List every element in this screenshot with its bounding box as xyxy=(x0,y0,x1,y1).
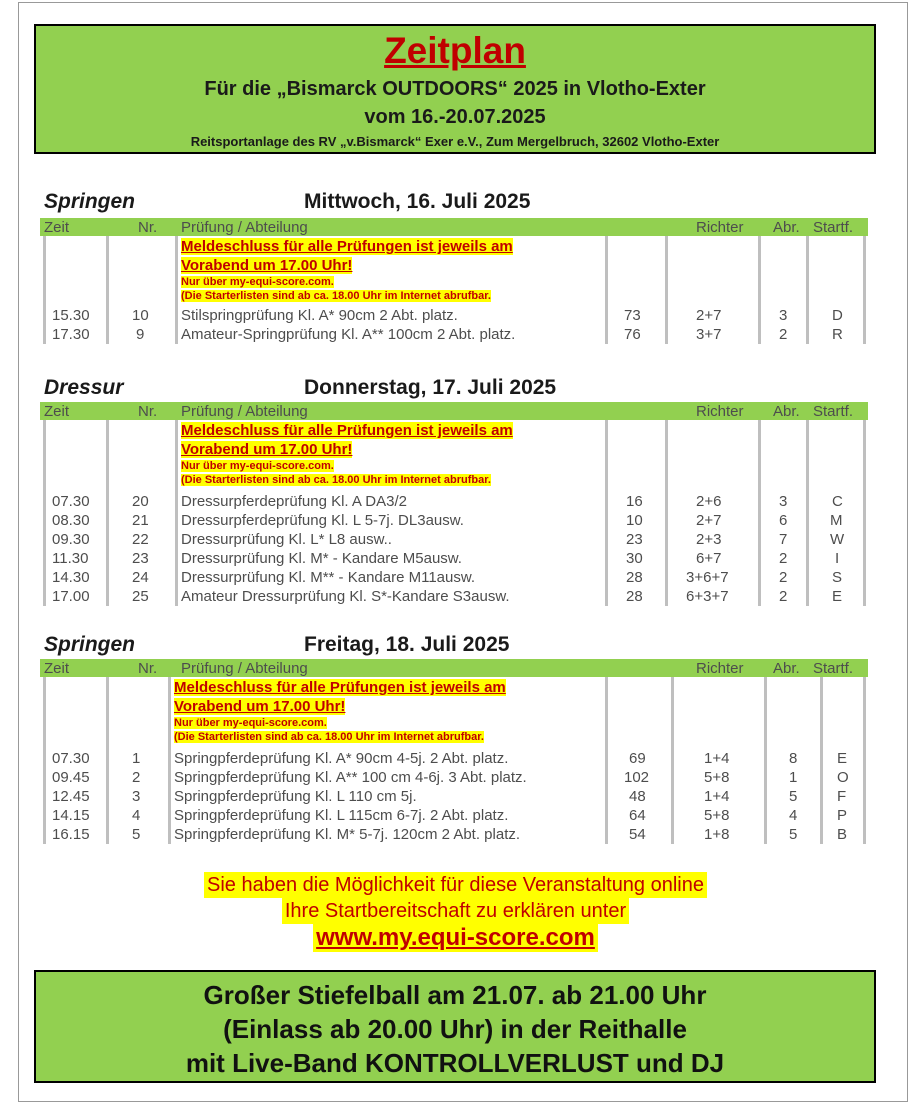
equi-score-link[interactable]: www.my.equi-score.com xyxy=(313,924,598,952)
column-header-row xyxy=(40,218,868,236)
cell-richter: 2+7 xyxy=(696,307,722,324)
cell-zeit: 17.00 xyxy=(52,588,90,605)
cell-abr: 6 xyxy=(779,512,788,529)
col-richter: Richter xyxy=(696,660,744,677)
footer-line: mit Live-Band KONTROLLVERLUST und DJ xyxy=(185,1048,725,1078)
cell-count: 76 xyxy=(624,326,641,343)
col-zeit: Zeit xyxy=(44,660,70,677)
section-springen-mittwoch xyxy=(40,190,868,350)
section-title: Springen xyxy=(44,633,136,656)
cell-richter: 2+3 xyxy=(696,531,722,548)
cell-zeit: 17.30 xyxy=(52,326,90,343)
cell-startf: P xyxy=(837,807,848,824)
cell-zeit: 07.30 xyxy=(52,750,90,767)
cell-startf: E xyxy=(832,588,843,605)
col-richter: Richter xyxy=(696,219,744,236)
table-row xyxy=(40,492,868,511)
cell-abr: 5 xyxy=(789,826,798,843)
cell-startf: M xyxy=(830,512,843,529)
cell-nr: 22 xyxy=(132,531,149,548)
cell-zeit: 16.15 xyxy=(52,826,90,843)
deadline-notice: Meldeschluss für alle Prüfungen ist jeweils am xyxy=(181,238,513,255)
cell-richter: 2+6 xyxy=(696,493,722,510)
deadline-note: Nur über my-equi-score.com. xyxy=(181,460,334,472)
cell-count: 48 xyxy=(629,788,646,805)
deadline-note: (Die Starterlisten sind ab ca. 18.00 Uhr im Internet abrufbar. xyxy=(181,290,491,302)
cell-startf: W xyxy=(830,531,845,548)
cell-pruefung: Dressurprüfung Kl. M** - Kandare M11ausw. xyxy=(181,569,476,586)
cell-startf: E xyxy=(837,750,848,767)
cell-nr: 20 xyxy=(132,493,149,510)
cell-abr: 3 xyxy=(779,493,788,510)
cell-count: 73 xyxy=(624,307,641,324)
cell-count: 54 xyxy=(629,826,646,843)
cell-zeit: 07.30 xyxy=(52,493,90,510)
cell-zeit: 11.30 xyxy=(52,550,89,567)
deadline-note: (Die Starterlisten sind ab ca. 18.00 Uhr im Internet abrufbar. xyxy=(181,474,491,486)
event-address: Reitsportanlage des RV „v.Bismarck“ Exer e.V., Zum Mergelbruch, 32602 Vlotho-Exter xyxy=(190,134,720,149)
col-zeit: Zeit xyxy=(44,403,70,420)
cell-richter: 6+3+7 xyxy=(686,588,729,605)
cell-pruefung: Springpferdeprüfung Kl. A** 100 cm 4-6j. 3 Abt. platz. xyxy=(174,769,527,786)
deadline-notice: Vorabend um 17.00 Uhr! xyxy=(181,441,353,458)
cell-startf: R xyxy=(832,326,843,343)
table-row xyxy=(40,749,868,768)
cell-pruefung: Springpferdeprüfung Kl. L 115cm 6-7j. 2 Abt. platz. xyxy=(174,807,509,824)
col-startf: Startf. xyxy=(813,660,854,677)
cell-nr: 4 xyxy=(132,807,141,824)
cell-abr: 2 xyxy=(779,326,788,343)
cell-count: 16 xyxy=(626,493,643,510)
deadline-note: Nur über my-equi-score.com. xyxy=(181,276,334,288)
cell-richter: 1+4 xyxy=(704,788,730,805)
online-text-line: Sie haben die Möglichkeit für diese Veranstaltung online xyxy=(204,872,707,898)
deadline-notice: Meldeschluss für alle Prüfungen ist jeweils am xyxy=(174,679,506,696)
cell-startf: F xyxy=(837,788,847,805)
section-date: Freitag, 18. Juli 2025 xyxy=(304,633,510,656)
col-richter: Richter xyxy=(696,403,744,420)
cell-abr: 2 xyxy=(779,569,788,586)
cell-richter: 5+8 xyxy=(704,769,730,786)
col-pruefung: Prüfung / Abteilung xyxy=(181,403,308,420)
table-row xyxy=(40,806,868,825)
page-title: Zeitplan xyxy=(384,30,526,71)
cell-zeit: 14.15 xyxy=(52,807,90,824)
table-body xyxy=(40,420,868,606)
cell-zeit: 08.30 xyxy=(52,512,90,529)
cell-abr: 4 xyxy=(789,807,798,824)
deadline-notice: Meldeschluss für alle Prüfungen ist jeweils am xyxy=(181,422,513,439)
col-zeit: Zeit xyxy=(44,219,70,236)
cell-abr: 2 xyxy=(779,550,788,567)
table-row xyxy=(40,587,868,606)
cell-zeit: 09.45 xyxy=(52,769,90,786)
section-dressur-donnerstag xyxy=(40,376,868,611)
cell-nr: 23 xyxy=(132,550,149,567)
cell-abr: 2 xyxy=(779,588,788,605)
cell-richter: 1+8 xyxy=(704,826,730,843)
table-row xyxy=(40,568,868,587)
cell-nr: 25 xyxy=(132,588,149,605)
col-nr: Nr. xyxy=(138,219,158,236)
footer-line: (Einlass ab 20.00 Uhr) in der Reithalle xyxy=(223,1014,687,1044)
section-springen-freitag xyxy=(40,633,868,848)
cell-zeit: 09.30 xyxy=(52,531,90,548)
table-row xyxy=(40,787,868,806)
col-abr: Abr. xyxy=(773,219,800,236)
cell-startf: B xyxy=(837,826,848,843)
footer-line: Großer Stiefelball am 21.07. ab 21.00 Uhr xyxy=(203,980,707,1010)
table-row xyxy=(40,325,868,344)
cell-pruefung: Springpferdeprüfung Kl. A* 90cm 4-5j. 2 Abt. platz. xyxy=(174,750,509,767)
cell-count: 64 xyxy=(629,807,646,824)
cell-count: 10 xyxy=(626,512,643,529)
cell-pruefung: Dressurprüfung Kl. L* L8 ausw.. xyxy=(181,531,392,548)
cell-nr: 24 xyxy=(132,569,149,586)
column-header-row xyxy=(40,659,868,677)
col-nr: Nr. xyxy=(138,403,158,420)
table-row xyxy=(40,768,868,787)
cell-pruefung: Dressurprüfung Kl. M* - Kandare M5ausw. xyxy=(181,550,462,567)
section-title: Dressur xyxy=(44,376,124,399)
cell-pruefung: Springpferdeprüfung Kl. L 110 cm 5j. xyxy=(174,788,417,805)
footer-box xyxy=(34,970,876,1083)
cell-pruefung: Springpferdeprüfung Kl. M* 5-7j. 120cm 2 Abt. platz. xyxy=(174,826,521,843)
table-body xyxy=(40,677,868,844)
cell-count: 28 xyxy=(626,569,643,586)
cell-nr: 2 xyxy=(132,769,141,786)
cell-abr: 5 xyxy=(789,788,798,805)
table-row xyxy=(40,511,868,530)
table-body xyxy=(40,236,868,344)
cell-startf: O xyxy=(837,769,849,786)
online-registration-notice xyxy=(0,872,911,952)
deadline-note: (Die Starterlisten sind ab ca. 18.00 Uhr im Internet abrufbar. xyxy=(174,731,484,743)
table-row xyxy=(40,549,868,568)
col-pruefung: Prüfung / Abteilung xyxy=(181,660,308,677)
cell-startf: I xyxy=(835,550,840,567)
table-row xyxy=(40,825,868,844)
cell-zeit: 15.30 xyxy=(52,307,90,324)
section-date: Donnerstag, 17. Juli 2025 xyxy=(304,376,557,399)
section-date: Mittwoch, 16. Juli 2025 xyxy=(304,190,531,213)
cell-count: 102 xyxy=(624,769,650,786)
cell-richter: 6+7 xyxy=(696,550,722,567)
col-nr: Nr. xyxy=(138,660,158,677)
col-startf: Startf. xyxy=(813,219,854,236)
event-dates: vom 16.-20.07.2025 xyxy=(364,106,546,128)
table-row xyxy=(40,530,868,549)
cell-nr: 10 xyxy=(132,307,149,324)
deadline-notice: Vorabend um 17.00 Uhr! xyxy=(181,257,353,274)
deadline-note: Nur über my-equi-score.com. xyxy=(174,717,327,729)
cell-pruefung: Dressurpferdeprüfung Kl. A DA3/2 xyxy=(181,493,407,510)
cell-abr: 8 xyxy=(789,750,798,767)
col-pruefung: Prüfung / Abteilung xyxy=(181,219,308,236)
online-text-line: Ihre Startbereitschaft zu erklären unter xyxy=(282,898,629,924)
cell-startf: C xyxy=(832,493,843,510)
cell-count: 28 xyxy=(626,588,643,605)
cell-startf: S xyxy=(832,569,843,586)
cell-nr: 1 xyxy=(132,750,141,767)
cell-richter: 1+4 xyxy=(704,750,730,767)
event-subtitle: Für die „Bismarck OUTDOORS“ 2025 in Vlotho-Exter xyxy=(204,78,706,100)
cell-zeit: 14.30 xyxy=(52,569,90,586)
cell-richter: 3+6+7 xyxy=(686,569,729,586)
cell-count: 23 xyxy=(626,531,643,548)
cell-richter: 3+7 xyxy=(696,326,722,343)
cell-abr: 1 xyxy=(789,769,798,786)
cell-nr: 21 xyxy=(132,512,149,529)
cell-pruefung: Amateur-Springprüfung Kl. A** 100cm 2 Abt. platz. xyxy=(181,326,516,343)
deadline-notice: Vorabend um 17.00 Uhr! xyxy=(174,698,346,715)
column-header-row xyxy=(40,402,868,420)
col-abr: Abr. xyxy=(773,660,800,677)
col-abr: Abr. xyxy=(773,403,800,420)
cell-count: 30 xyxy=(626,550,643,567)
section-title: Springen xyxy=(44,190,136,213)
cell-nr: 9 xyxy=(136,326,145,343)
cell-nr: 3 xyxy=(132,788,141,805)
cell-startf: D xyxy=(832,307,843,324)
cell-count: 69 xyxy=(629,750,646,767)
cell-nr: 5 xyxy=(132,826,141,843)
cell-pruefung: Amateur Dressurprüfung Kl. S*-Kandare S3ausw. xyxy=(181,588,510,605)
col-startf: Startf. xyxy=(813,403,854,420)
cell-richter: 2+7 xyxy=(696,512,722,529)
cell-zeit: 12.45 xyxy=(52,788,90,805)
cell-abr: 3 xyxy=(779,307,788,324)
cell-abr: 7 xyxy=(779,531,788,548)
table-row xyxy=(40,306,868,325)
cell-richter: 5+8 xyxy=(704,807,730,824)
header-box xyxy=(34,24,876,154)
cell-pruefung: Stilspringprüfung Kl. A* 90cm 2 Abt. platz. xyxy=(181,307,458,324)
cell-pruefung: Dressurpferdeprüfung Kl. L 5-7j. DL3ausw. xyxy=(181,512,464,529)
